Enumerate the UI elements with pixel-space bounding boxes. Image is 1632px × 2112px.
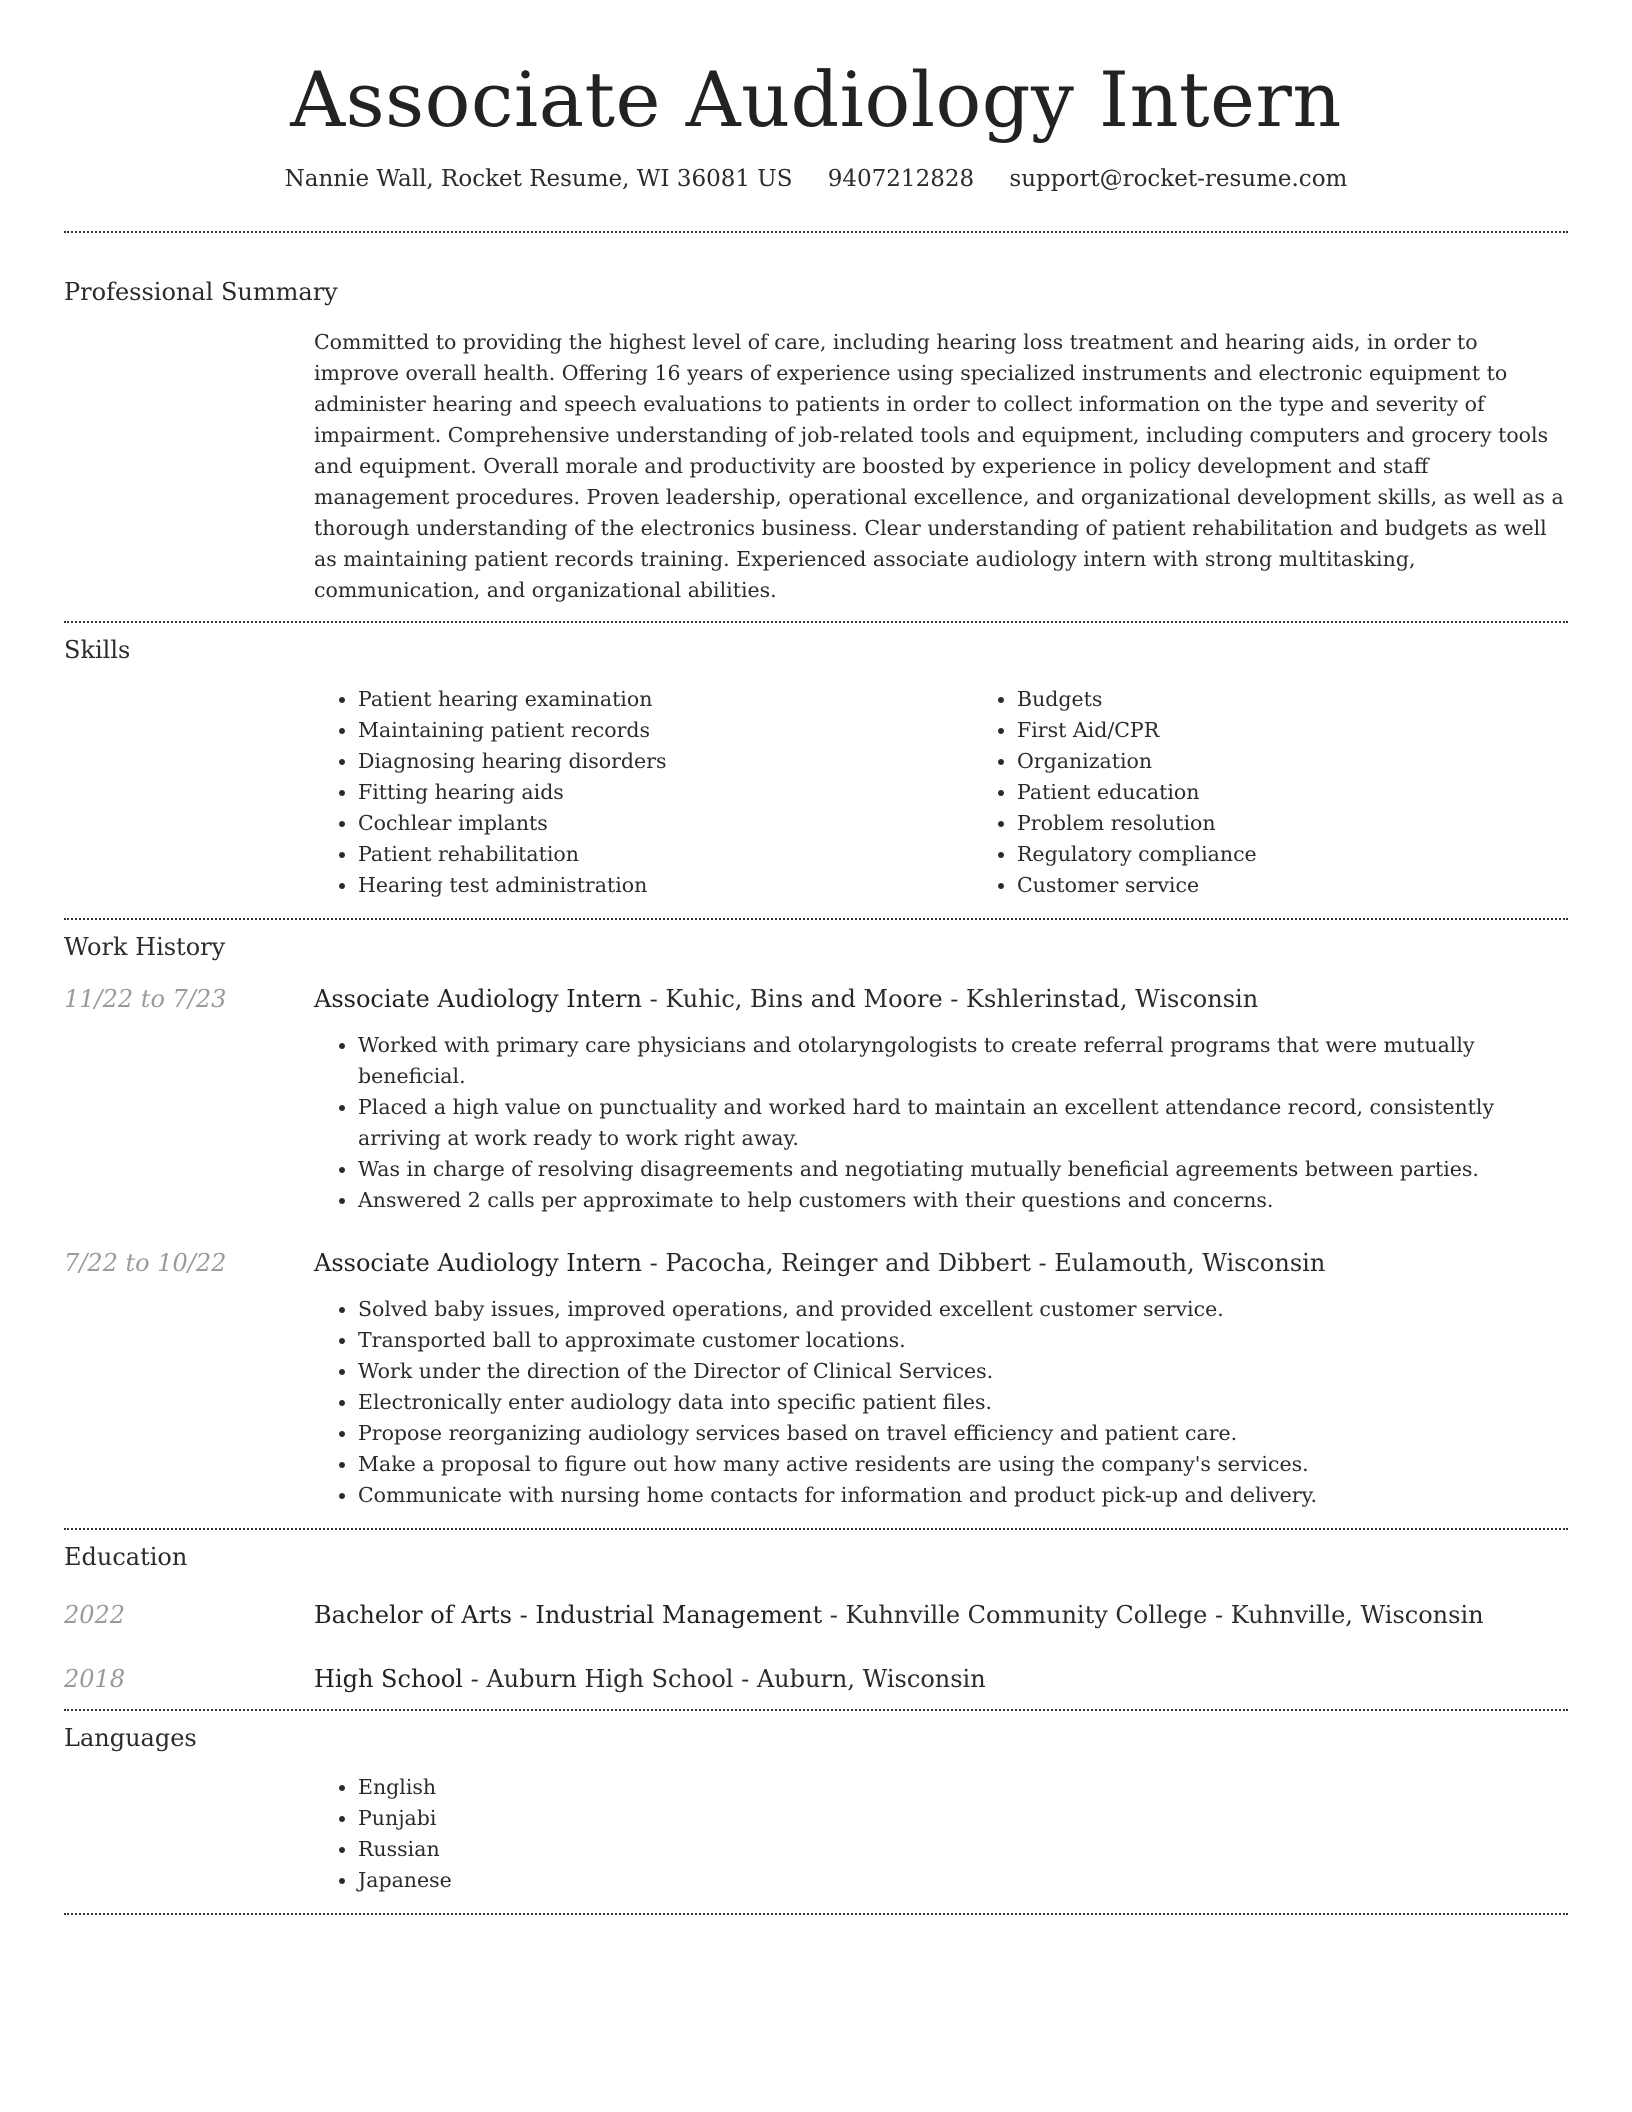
- job-heading: [314, 982, 1568, 1016]
- job-bullet: • Make a proposal to figure out how many active residents are using the company's services.: [358, 1449, 1568, 1480]
- skills-columns: [314, 684, 1632, 901]
- skills-row: [64, 667, 1568, 918]
- summary-text: Committed to providing the highest level of care, including hearing loss treatment and hearing aids, in order to improve overall health. Offering 16 years of experience using specialized instruments and electronic equipment to administer hearing and speech evaluations to patients in order to collect information on the type and severity of impairment. Comprehensive understanding of job-related tools and equipment, including computers and grocery tools and equipment. Overall morale and productivity are boosted by experience in policy development and staff management procedures. Proven leadership, operational excellence, and organizational development skills, as well as a thorough understanding of the electronics business. Clear understanding of patient rehabilitation and budgets as well as maintaining patient records training. Experienced associate audiology intern with strong multitasking, communication, and organizational abilities.: [314, 330, 1564, 602]
- section-spacer: [64, 1511, 1568, 1528]
- education-heading: Education: [64, 1543, 188, 1571]
- education-heading-line: [314, 1598, 1568, 1632]
- language-item: • Punjabi: [358, 1803, 1568, 1834]
- skill-item: • Fitting hearing aids: [358, 777, 973, 808]
- education-entry: [64, 1598, 1568, 1632]
- summary-heading: Professional Summary: [64, 278, 338, 306]
- education-school-location: - Kuhnville Community College - Kuhnville, Wisconsin: [822, 1601, 1484, 1629]
- skills-section: [64, 623, 1568, 918]
- skill-item: • Customer service: [1017, 870, 1632, 901]
- job-bullet: • Worked with primary care physicians and otolaryngologists to create referral programs that were mutually beneficial.: [358, 1030, 1568, 1092]
- skill-item: • Patient education: [1017, 777, 1632, 808]
- skill-item: • Budgets: [1017, 684, 1632, 715]
- education-section: [64, 1530, 1568, 1709]
- job-bullet: • Answered 2 calls per approximate to help customers with their questions and concerns.: [358, 1185, 1568, 1216]
- skill-item: • Patient hearing examination: [358, 684, 973, 715]
- education-school-location: - Auburn High School - Auburn, Wisconsin: [462, 1665, 986, 1693]
- language-item: • Japanese: [358, 1865, 1568, 1896]
- job-bullet: • Solved baby issues, improved operations, and provided excellent customer service.: [358, 1294, 1568, 1325]
- job-bullet-list: [314, 1030, 1568, 1216]
- skill-item: • Organization: [1017, 746, 1632, 777]
- job-title: Associate Audiology Intern: [314, 985, 642, 1013]
- job-employer-location: - Kuhic, Bins and Moore - Kshlerinstad, Wisconsin: [641, 985, 1259, 1013]
- job-bullet: • Placed a high value on punctuality and worked hard to maintain an excellent attendance record, consistently arriving at work ready to work right away.: [358, 1092, 1568, 1154]
- skill-item: • Diagnosing hearing disorders: [358, 746, 973, 777]
- job-dates: 11/22 to 7/23: [64, 985, 227, 1013]
- summary-section: [64, 233, 1568, 606]
- education-year: 2018: [64, 1665, 126, 1693]
- education-year: 2022: [64, 1601, 126, 1629]
- job-header-row: [64, 1246, 1568, 1280]
- work-history-section: [64, 920, 1568, 1528]
- skills-list-right: [973, 684, 1632, 901]
- job-dates: 7/22 to 10/22: [64, 1249, 227, 1277]
- education-degree: High School: [314, 1665, 463, 1693]
- skills-list-left: [314, 684, 973, 901]
- job-header-row: [64, 982, 1568, 1016]
- job-entry: [64, 982, 1568, 1216]
- skill-item: • Problem resolution: [1017, 808, 1632, 839]
- job-bullet: • Was in charge of resolving disagreements and negotiating mutually beneficial agreements between parties.: [358, 1154, 1568, 1185]
- resume-title: Associate Audiology Intern: [290, 55, 1342, 144]
- skill-item: • Hearing test administration: [358, 870, 973, 901]
- job-bullets-row: [64, 1016, 1568, 1216]
- languages-section: [64, 1711, 1568, 1896]
- skill-item: • Maintaining patient records: [358, 715, 973, 746]
- languages-list: [314, 1772, 1568, 1896]
- job-bullets-row: [64, 1280, 1568, 1511]
- job-bullet: • Communicate with nursing home contacts for information and product pick-up and delivery.: [358, 1480, 1568, 1511]
- skills-heading: Skills: [64, 636, 131, 664]
- skill-item: • Cochlear implants: [358, 808, 973, 839]
- job-title: Associate Audiology Intern: [314, 1249, 642, 1277]
- language-item: • English: [358, 1772, 1568, 1803]
- education-entry: [64, 1662, 1568, 1696]
- summary-body: [314, 327, 1568, 606]
- job-bullet: • Work under the direction of the Director of Clinical Services.: [358, 1356, 1568, 1387]
- job-entry: [64, 1246, 1568, 1511]
- language-item: • Russian: [358, 1834, 1568, 1865]
- skill-item: • Patient rehabilitation: [358, 839, 973, 870]
- languages-body: [314, 1772, 1568, 1896]
- section-spacer: [64, 1696, 1568, 1709]
- skill-item: • First Aid/CPR: [1017, 715, 1632, 746]
- contact-line: [64, 162, 1568, 196]
- skill-item: • Regulatory compliance: [1017, 839, 1632, 870]
- languages-row: [64, 1772, 1568, 1896]
- job-body: [314, 1016, 1568, 1216]
- education-degree: Bachelor of Arts - Industrial Management: [314, 1601, 823, 1629]
- job-bullet: • Transported ball to approximate customer locations.: [358, 1325, 1568, 1356]
- job-bullet: • Propose reorganizing audiology services based on travel efficiency and patient care.: [358, 1418, 1568, 1449]
- work-history-heading: Work History: [64, 933, 226, 961]
- contact-email: support@rocket-resume.com: [1009, 166, 1348, 192]
- summary-row: [64, 327, 1568, 606]
- languages-heading: Languages: [64, 1724, 197, 1752]
- education-heading-line: [314, 1662, 1568, 1696]
- job-bullet: • Electronically enter audiology data into specific patient files.: [358, 1387, 1568, 1418]
- contact-address: Nannie Wall, Rocket Resume, WI 36081 US: [284, 166, 793, 192]
- job-employer-location: - Pacocha, Reinger and Dibbert - Eulamouth, Wisconsin: [641, 1249, 1326, 1277]
- contact-phone: 9407212828: [827, 166, 975, 192]
- job-bullet-list: [314, 1294, 1568, 1511]
- job-heading: [314, 1246, 1568, 1280]
- job-body: [314, 1280, 1568, 1511]
- section-divider: [64, 1913, 1568, 1915]
